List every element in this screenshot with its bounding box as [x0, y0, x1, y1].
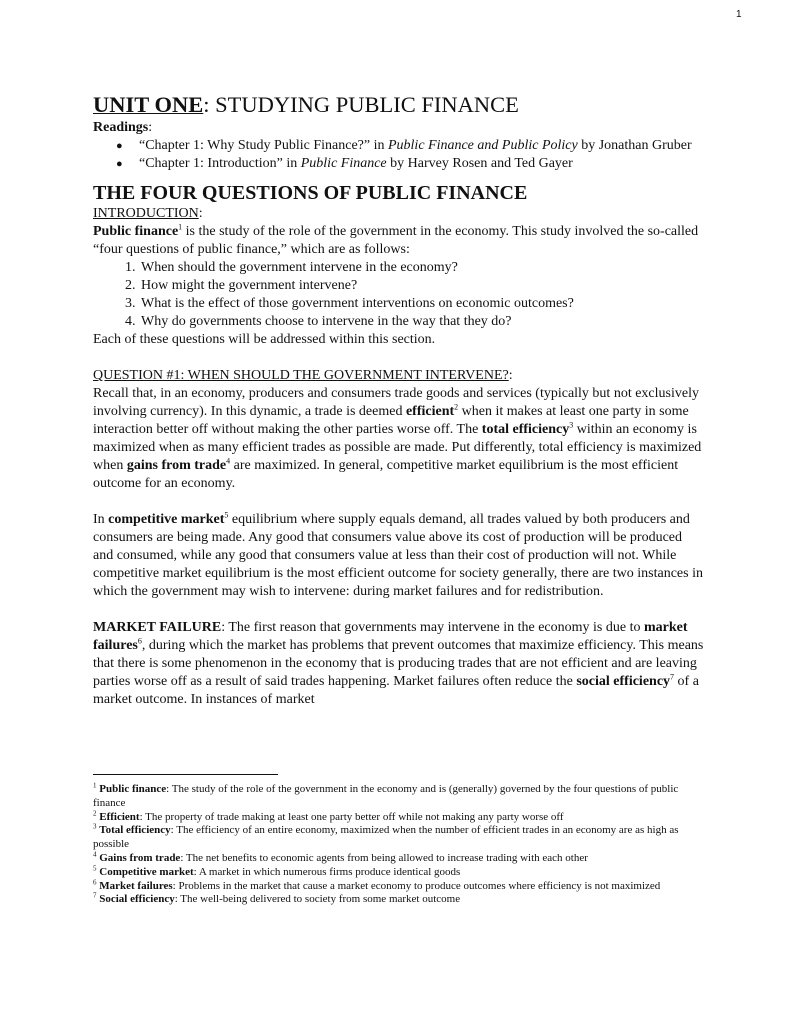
questions-list: [93, 259, 705, 331]
readings-list: [93, 137, 705, 173]
reading-author: by Harvey Rosen and Ted Gayer: [386, 156, 573, 171]
question-item: 1. When should the government intervene in the economy?: [139, 259, 705, 277]
spacer: [93, 349, 705, 367]
footnote-number: 6: [93, 877, 97, 886]
footnote-text: : A market in which numerous firms produce identical goods: [193, 865, 461, 878]
page-content: [93, 91, 705, 709]
intro-heading-colon: :: [198, 206, 203, 221]
footnote-text: : The well-being delivered to society from some market outcome: [174, 893, 461, 906]
market-failure-paragraph: [93, 619, 705, 709]
footnote-number: 4: [93, 850, 97, 859]
footnote-term: Competitive market: [99, 865, 194, 878]
footnote-term: Market failures: [99, 879, 173, 892]
reading-text: “Chapter 1: Why Study Public Finance?” in: [139, 138, 388, 153]
footnote-item: [93, 852, 693, 866]
footnote-item: [93, 877, 693, 894]
intro-heading-label: INTRODUCTION: [93, 206, 199, 221]
paragraph-text: of a market outcome. In instances of market: [93, 674, 699, 707]
unit-title: [93, 91, 705, 119]
paragraph-text: In: [93, 512, 109, 527]
question1-heading-label: QUESTION #1: WHEN SHOULD THE GOVERNMENT INTERVENE?: [93, 368, 509, 383]
efficiency-paragraph: [93, 385, 705, 493]
footnote-ref[interactable]: 2: [454, 402, 459, 412]
footnote-number: 5: [93, 864, 97, 873]
question-item: 2. How might the government intervene?: [139, 277, 705, 295]
term-efficient: efficient: [405, 404, 455, 419]
footnote-divider: [93, 774, 278, 775]
footnote-ref[interactable]: 3: [569, 420, 574, 430]
unit-title-label: UNIT ONE: [93, 92, 204, 117]
footnote-item: [93, 824, 693, 852]
paragraph-text: when it makes at least one party in some interaction better off without making the other parties worse off. The: [93, 404, 689, 437]
paragraph-text: , during which the market has problems that prevent outcomes that maximize efficiency. This means that there is some phenomenon in the economy that is producing trades that are not efficient and are leaving parties worse off as a result of said trades happening. Market failures often reduce the: [93, 638, 704, 689]
footnote-ref[interactable]: 4: [226, 456, 231, 466]
paragraph-text: Recall that, in an economy, producers and consumers trade goods and services (typically but not exclusively involving currency). In this dynamic, a trade is deemed: [93, 386, 699, 419]
footnote-text: : The property of trade making at least one party better off while not making any party worse off: [139, 810, 564, 823]
question-item: 4. Why do governments choose to intervene in the way that they do?: [139, 313, 705, 331]
reading-book-title: Public Finance: [300, 156, 387, 171]
term-gains-from-trade: gains from trade: [126, 458, 227, 473]
footnote-text: : Problems in the market that cause a market economy to produce outcomes where efficiency is not maximized: [172, 879, 661, 892]
question-item: 3. What is the effect of those government interventions on economic outcomes?: [139, 295, 705, 313]
reading-item: [139, 155, 705, 173]
footnote-term: Public finance: [99, 783, 167, 795]
paragraph-text: are maximized. In general, competitive market equilibrium is the most efficient outcome for an economy.: [93, 458, 679, 491]
section-title: THE FOUR QUESTIONS OF PUBLIC FINANCE: [93, 182, 528, 204]
spacer: [93, 493, 705, 511]
footnote-item: [93, 893, 693, 907]
footnote-number: 7: [93, 891, 97, 900]
market-failure-label: MARKET FAILURE: [93, 620, 222, 635]
footnote-ref[interactable]: 7: [670, 672, 675, 682]
spacer: [93, 601, 705, 619]
footnote-item: [93, 808, 693, 825]
question1-heading: [93, 367, 705, 385]
reading-text: “Chapter 1: Introduction” in: [139, 156, 301, 171]
intro-text: is the study of the role of the government in the economy. This study involved the so-called “four questions of public finance,” which are as follows:: [93, 224, 699, 257]
term-market-failures: market failures: [93, 620, 688, 653]
footnote-text: : The net benefits to economic agents from being allowed to increase trading with each other: [180, 851, 588, 864]
reading-author: by Jonathan Gruber: [577, 138, 692, 153]
footnote-ref[interactable]: 6: [137, 636, 142, 646]
footnote-term: Social efficiency: [99, 893, 175, 906]
footnote-ref[interactable]: 1: [178, 222, 183, 232]
footnote-text: : The efficiency of an entire economy, maximized when the number of efficient trades in an economy are as high as possible: [93, 824, 679, 851]
footnote-text: : The study of the role of the government in the economy and is (generally) governed by the four questions of public finance: [93, 783, 679, 809]
footnote-number: 3: [93, 822, 97, 831]
intro-heading: [93, 205, 705, 223]
footnote-number: 1: [93, 781, 97, 790]
page-number: 1: [736, 9, 742, 20]
reading-book-title: Public Finance and Public Policy: [387, 138, 578, 153]
readings-heading: [93, 119, 705, 137]
paragraph-text: : The first reason that governments may intervene in the economy is due to: [221, 620, 644, 635]
footnote-term: Total efficiency: [99, 824, 171, 837]
footnote-term: Efficient: [99, 810, 140, 823]
footnote-item: [93, 783, 693, 811]
question1-heading-colon: :: [508, 368, 513, 383]
intro-paragraph: [93, 223, 705, 259]
paragraph-text: equilibrium where supply equals demand, all trades valued by both producers and consumers are being made. Any good that consumers value above its cost of production will be produced and consumed, while any good that consumers value at less than their cost of production will not. While competitive market equilibrium is the most efficient outcome for society generally, there are two instances in which the government may wish to intervene: during market failures and for redistribution.: [93, 512, 703, 599]
term-social-efficiency: social efficiency: [576, 674, 671, 689]
footnote-item: [93, 866, 693, 880]
footnote-number: 2: [93, 808, 97, 817]
term-total-efficiency: total efficiency: [481, 422, 570, 437]
reading-item: [139, 137, 705, 155]
readings-colon: :: [148, 120, 153, 135]
readings-label: Readings: [93, 120, 149, 135]
footnote-ref[interactable]: 5: [224, 510, 229, 520]
term-public-finance: Public finance: [93, 224, 179, 239]
term-competitive-market: competitive market: [108, 512, 225, 527]
competitive-market-paragraph: [93, 511, 705, 601]
unit-title-subject: : STUDYING PUBLIC FINANCE: [203, 92, 519, 117]
paragraph-text: within an economy is maximized when as many efficient trades as possible are made. Put differently, total efficiency is maximized when: [93, 422, 702, 473]
footnotes: [93, 774, 693, 907]
intro-closing: Each of these questions will be addressed within this section.: [93, 332, 436, 347]
footnote-term: Gains from trade: [99, 851, 181, 864]
